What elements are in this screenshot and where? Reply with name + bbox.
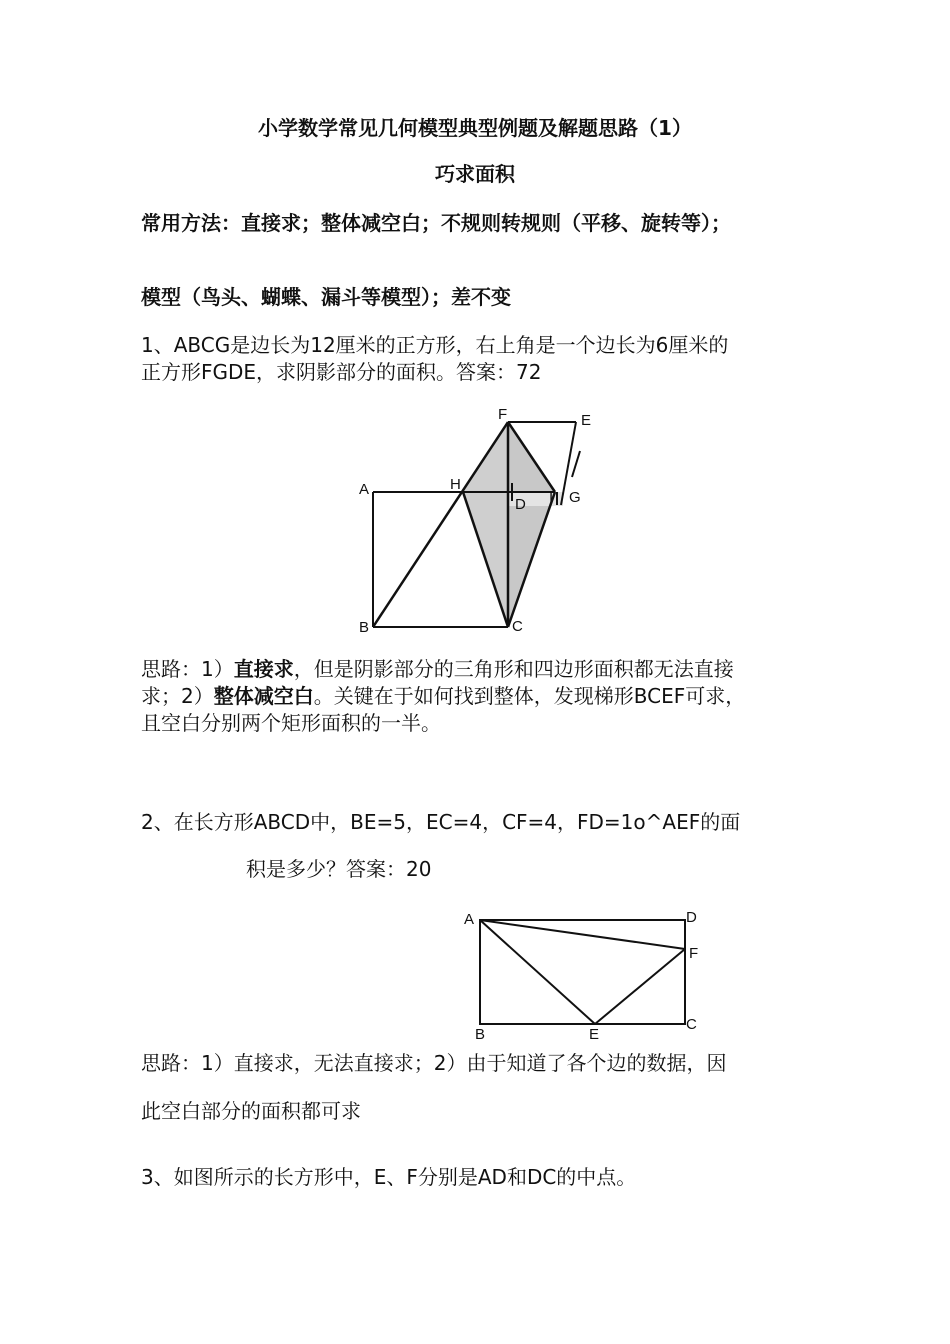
q1-idea-line2 [141, 682, 745, 710]
q1-label-E: E [581, 412, 592, 429]
q1-idea-prefix: 思路：1） [141, 657, 234, 681]
q2-idea-line2: 此空白部分的面积都可求 [141, 1099, 361, 1123]
q2-label-B: B [475, 1026, 486, 1043]
q2-line-EF [595, 949, 685, 1024]
q2-label-C: C [686, 1016, 697, 1033]
models-line: 模型（鸟头、蝴蝶、漏斗等模型）；差不变 [141, 285, 511, 309]
q2-label-F: F [689, 945, 699, 962]
q2-rectangle-ABCD [480, 920, 685, 1024]
q1-idea-line1 [141, 655, 734, 683]
q2-figure [455, 905, 705, 1045]
q2-line-AF [480, 920, 685, 949]
q1-idea-line3: 且空白分别两个矩形面积的一半。 [141, 711, 441, 735]
q1-label-G: G [569, 489, 581, 506]
q1-label-H: H [450, 476, 461, 493]
q1-label-A: A [359, 481, 370, 498]
q2-idea-line1: 思路：1）直接求，无法直接求；2）由于知道了各个边的数据，因 [141, 1051, 727, 1075]
q1-edge-fragment [572, 451, 580, 477]
q1-idea-bold1: 直接求 [233, 657, 294, 681]
methods-line: 常用方法：直接求；整体减空白；不规则转规则（平移、旋转等）； [141, 211, 731, 235]
q2-label-A: A [464, 911, 475, 928]
q1-text-line1: 1、ABCG是边长为12厘米的正方形，右上角是一个边长为6厘米的 [141, 333, 729, 357]
doc-title: 小学数学常见几何模型典型例题及解题思路（1） [258, 116, 692, 140]
doc-subtitle: 巧求面积 [435, 162, 515, 186]
q1-label-B: B [359, 619, 370, 636]
q2-text-line1: 2、在长方形ABCD中，BE=5，EC=4，CF=4，FD=1o^AEF的面 [141, 810, 741, 834]
q1-idea-line2-prefix: 求；2） [141, 684, 214, 708]
q1-label-D: D [515, 496, 526, 513]
q1-idea-rest1: ，但是阴影部分的三角形和四边形面积都无法直接 [293, 657, 734, 681]
q2-line-AE [480, 920, 595, 1024]
q1-label-F: F [498, 406, 508, 423]
q1-text-line2: 正方形FGDE，求阴影部分的面积。答案：72 [141, 360, 542, 384]
q1-figure [350, 405, 600, 640]
q1-shade-quad-left [463, 422, 508, 627]
q2-label-D: D [686, 909, 697, 926]
q2-label-E: E [589, 1026, 600, 1043]
q1-idea-rest2: 。关键在于如何找到整体，发现梯形BCEF可求， [313, 684, 746, 708]
q3-text-line1: 3、如图所示的长方形中，E、F分别是AD和DC的中点。 [141, 1165, 637, 1189]
q1-label-C: C [512, 618, 523, 635]
q1-shade-quad-right [508, 422, 555, 627]
q1-idea-bold2: 整体减空白 [213, 684, 314, 708]
q1-label-I: I [549, 489, 554, 506]
q2-text-line2: 积是多少？答案：20 [246, 857, 432, 881]
